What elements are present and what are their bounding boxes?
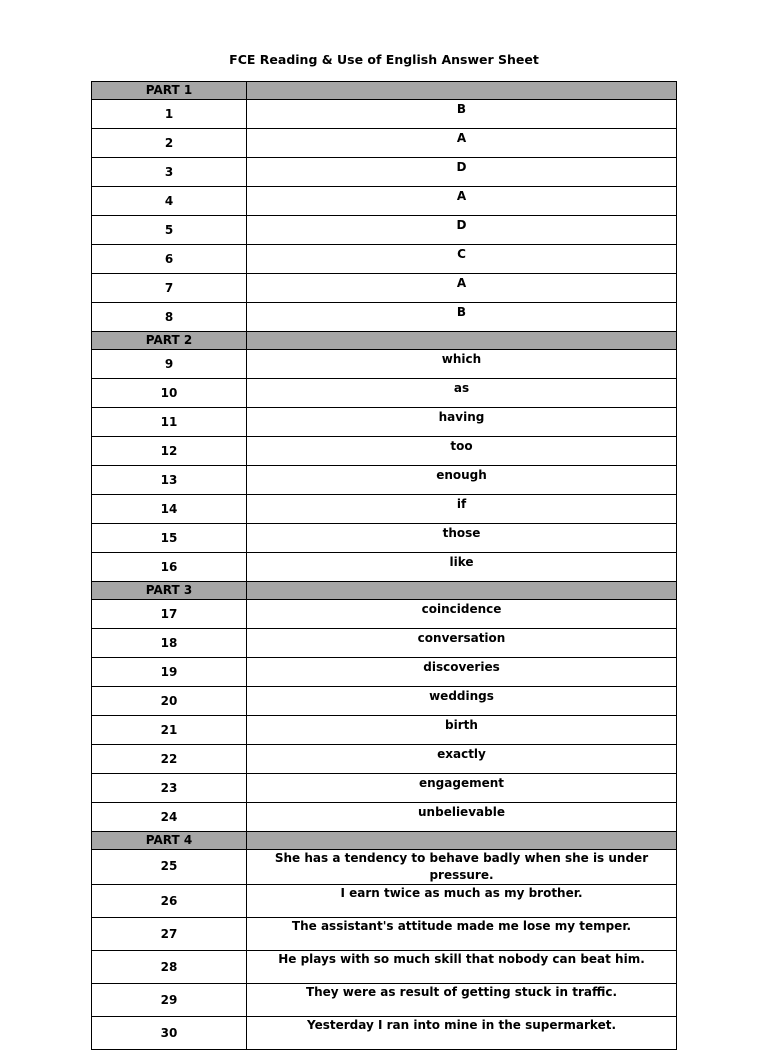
answer-row: [92, 216, 677, 245]
answer-row: [92, 951, 677, 984]
answer-row: [92, 466, 677, 495]
answer-row: [92, 350, 677, 379]
answer-text: if: [247, 495, 677, 524]
answer-text: A: [247, 187, 677, 216]
answer-row: [92, 850, 677, 885]
part-header-row: [92, 332, 677, 350]
answer-table: [91, 81, 677, 1050]
answer-text: having: [247, 408, 677, 437]
question-number: 24: [92, 803, 247, 832]
question-number: 28: [92, 951, 247, 984]
answer-row: [92, 158, 677, 187]
answer-row: [92, 885, 677, 918]
answer-text: too: [247, 437, 677, 466]
answer-row: [92, 658, 677, 687]
part-header-row: [92, 832, 677, 850]
question-number: 20: [92, 687, 247, 716]
answer-row: [92, 187, 677, 216]
part-label: PART 4: [92, 832, 247, 850]
answer-text: enough: [247, 466, 677, 495]
question-number: 7: [92, 274, 247, 303]
answer-row: [92, 984, 677, 1017]
answer-text: coincidence: [247, 600, 677, 629]
question-number: 29: [92, 984, 247, 1017]
answer-row: [92, 274, 677, 303]
answer-text: C: [247, 245, 677, 274]
question-number: 26: [92, 885, 247, 918]
answer-text: D: [247, 216, 677, 245]
answer-table-body: [92, 82, 677, 1050]
answer-text: B: [247, 303, 677, 332]
answer-row: [92, 524, 677, 553]
answer-text: I earn twice as much as my brother.: [247, 885, 677, 918]
question-number: 17: [92, 600, 247, 629]
answer-row: [92, 687, 677, 716]
answer-row: [92, 774, 677, 803]
answer-text: He plays with so much skill that nobody can beat him.: [247, 951, 677, 984]
question-number: 16: [92, 553, 247, 582]
answer-text: birth: [247, 716, 677, 745]
answer-text: The assistant's attitude made me lose my temper.: [247, 918, 677, 951]
question-number: 19: [92, 658, 247, 687]
question-number: 27: [92, 918, 247, 951]
answer-row: [92, 629, 677, 658]
part-header-row: [92, 82, 677, 100]
answer-text: unbelievable: [247, 803, 677, 832]
answer-row: [92, 495, 677, 524]
question-number: 23: [92, 774, 247, 803]
question-number: 25: [92, 850, 247, 885]
question-number: 12: [92, 437, 247, 466]
question-number: 8: [92, 303, 247, 332]
part-header-blank: [247, 332, 677, 350]
answer-row: [92, 716, 677, 745]
answer-row: [92, 918, 677, 951]
question-number: 13: [92, 466, 247, 495]
answer-text: exactly: [247, 745, 677, 774]
answer-text: weddings: [247, 687, 677, 716]
answer-row: [92, 100, 677, 129]
answer-row: [92, 553, 677, 582]
answer-text: She has a tendency to behave badly when she is under pressure.: [247, 850, 677, 885]
part-label: PART 3: [92, 582, 247, 600]
question-number: 5: [92, 216, 247, 245]
answer-text: like: [247, 553, 677, 582]
answer-row: [92, 1017, 677, 1050]
answer-row: [92, 303, 677, 332]
answer-text: engagement: [247, 774, 677, 803]
question-number: 14: [92, 495, 247, 524]
part-header-row: [92, 582, 677, 600]
question-number: 30: [92, 1017, 247, 1050]
answer-text: B: [247, 100, 677, 129]
part-label: PART 1: [92, 82, 247, 100]
answer-text: as: [247, 379, 677, 408]
answer-text: those: [247, 524, 677, 553]
part-header-blank: [247, 82, 677, 100]
question-number: 22: [92, 745, 247, 774]
question-number: 18: [92, 629, 247, 658]
answer-row: [92, 600, 677, 629]
question-number: 11: [92, 408, 247, 437]
question-number: 3: [92, 158, 247, 187]
answer-text: which: [247, 350, 677, 379]
answer-row: [92, 437, 677, 466]
question-number: 10: [92, 379, 247, 408]
answer-row: [92, 379, 677, 408]
answer-text: A: [247, 274, 677, 303]
question-number: 2: [92, 129, 247, 158]
answer-text: A: [247, 129, 677, 158]
part-label: PART 2: [92, 332, 247, 350]
question-number: 1: [92, 100, 247, 129]
answer-row: [92, 245, 677, 274]
question-number: 21: [92, 716, 247, 745]
answer-row: [92, 129, 677, 158]
page-title: FCE Reading & Use of English Answer Sheet: [229, 52, 539, 67]
answer-row: [92, 803, 677, 832]
question-number: 4: [92, 187, 247, 216]
question-number: 6: [92, 245, 247, 274]
answer-row: [92, 408, 677, 437]
answer-text: discoveries: [247, 658, 677, 687]
answer-text: conversation: [247, 629, 677, 658]
answer-row: [92, 745, 677, 774]
answer-text: D: [247, 158, 677, 187]
answer-text: Yesterday I ran into mine in the supermarket.: [247, 1017, 677, 1050]
part-header-blank: [247, 582, 677, 600]
answer-text: They were as result of getting stuck in traffic.: [247, 984, 677, 1017]
question-number: 9: [92, 350, 247, 379]
part-header-blank: [247, 832, 677, 850]
question-number: 15: [92, 524, 247, 553]
